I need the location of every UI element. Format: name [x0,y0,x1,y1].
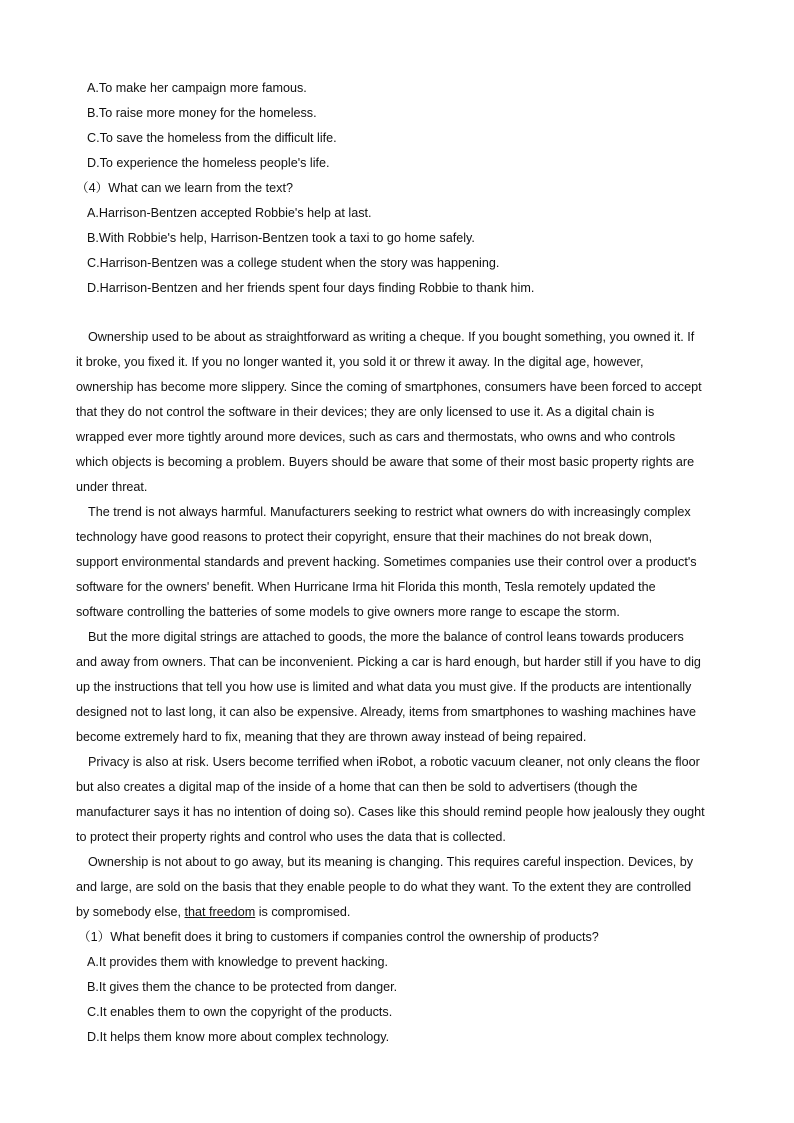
q4-option-b: B.With Robbie's help, Harrison-Bentzen took a taxi to go home safely. [87,231,475,245]
p3-line: and away from owners. That can be inconvenient. Picking a car is hard enough, but harder still if you have to dig [76,655,701,669]
p4-line: Privacy is also at risk. Users become terrified when iRobot, a robotic vacuum cleaner, not only cleans the floor [88,755,700,769]
p4-line: to protect their property rights and control who uses the data that is collected. [76,830,506,844]
q1-option-b: B.It gives them the chance to be protected from danger. [87,980,398,994]
q1-option-a: A.It provides them with knowledge to prevent hacking. [87,955,389,969]
p1-line: that they do not control the software in their devices; they are only licensed to use it. As a digital chain is [76,405,655,419]
p1-line: Ownership used to be about as straightforward as writing a cheque. If you bought something, you owned it. If [88,330,695,344]
q4-option-d: D.Harrison-Bentzen and her friends spent four days finding Robbie to thank him. [87,281,535,295]
question-1-block [76,925,721,1050]
p4-line: manufacturer says it has no intention of doing so). Cases like this should remind people how jealously they ought [76,805,705,819]
q4-option-a: A.Harrison-Bentzen accepted Robbie's help at last. [87,206,372,220]
option-a: A.To make her campaign more famous. [87,81,307,95]
p2-line: software for the owners' benefit. When Hurricane Irma hit Florida this month, Tesla remotely updated the [76,580,656,594]
p2-line: The trend is not always harmful. Manufacturers seeking to restrict what owners do with increasingly complex [88,505,691,519]
p5-text-after: is compromised. [255,905,351,919]
q1-option-c: C.It enables them to own the copyright of the products. [87,1005,393,1019]
reading-passage [76,325,721,1050]
p4-line: but also creates a digital map of the inside of a home that can then be sold to advertisers (though the [76,780,638,794]
p1-line: it broke, you fixed it. If you no longer wanted it, you sold it or threw it away. In the digital age, however, [76,355,644,369]
p5-line: Ownership is not about to go away, but its meaning is changing. This requires careful inspection. Devices, by [88,855,694,869]
passage-paragraph-3 [76,625,721,750]
p2-line: software controlling the batteries of some models to give owners more range to escape the storm. [76,605,620,619]
previous-question-block [76,76,721,301]
p3-line: designed not to last long, it can also be expensive. Already, items from smartphones to washing machines have [76,705,697,719]
p1-line: which objects is becoming a problem. Buyers should be aware that some of their most basic property rights are [76,455,695,469]
p2-line: support environmental standards and prevent hacking. Sometimes companies use their control over a product's [76,555,697,569]
passage-paragraph-4 [76,750,721,850]
passage-paragraph-5 [76,850,721,925]
question-1-stem: （1）What benefit does it bring to customers if companies control the ownership of products? [78,930,599,944]
passage-paragraph-2 [76,500,721,625]
p1-line: ownership has become more slippery. Since the coming of smartphones, consumers have been forced to accept [76,380,702,394]
p5-text-before: by somebody else, [76,905,185,919]
option-c: C.To save the homeless from the difficult life. [87,131,337,145]
p5-line [76,900,721,925]
question-4-stem: （4）What can we learn from the text? [76,181,293,195]
p3-line: up the instructions that tell you how use is limited and what data you must give. If the products are intentionally [76,680,692,694]
p2-line: technology have good reasons to protect their copyright, ensure that their machines do not break down, [76,530,653,544]
p1-line: wrapped ever more tightly around more devices, such as cars and thermostats, who owns and who controls [76,430,676,444]
p5-line: and large, are sold on the basis that they enable people to do what they want. To the extent they are controlled [76,880,692,894]
p3-line: But the more digital strings are attached to goods, the more the balance of control leans towards producers [88,630,684,644]
p1-line: under threat. [76,480,148,494]
p3-line: become extremely hard to fix, meaning that they are thrown away instead of being repaired. [76,730,587,744]
passage-paragraph-1 [76,325,721,500]
q1-option-d: D.It helps them know more about complex technology. [87,1030,390,1044]
option-b: B.To raise more money for the homeless. [87,106,317,120]
q4-option-c: C.Harrison-Bentzen was a college student when the story was happening. [87,256,500,270]
option-d: D.To experience the homeless people's life. [87,156,330,170]
underlined-phrase: that freedom [184,905,256,919]
